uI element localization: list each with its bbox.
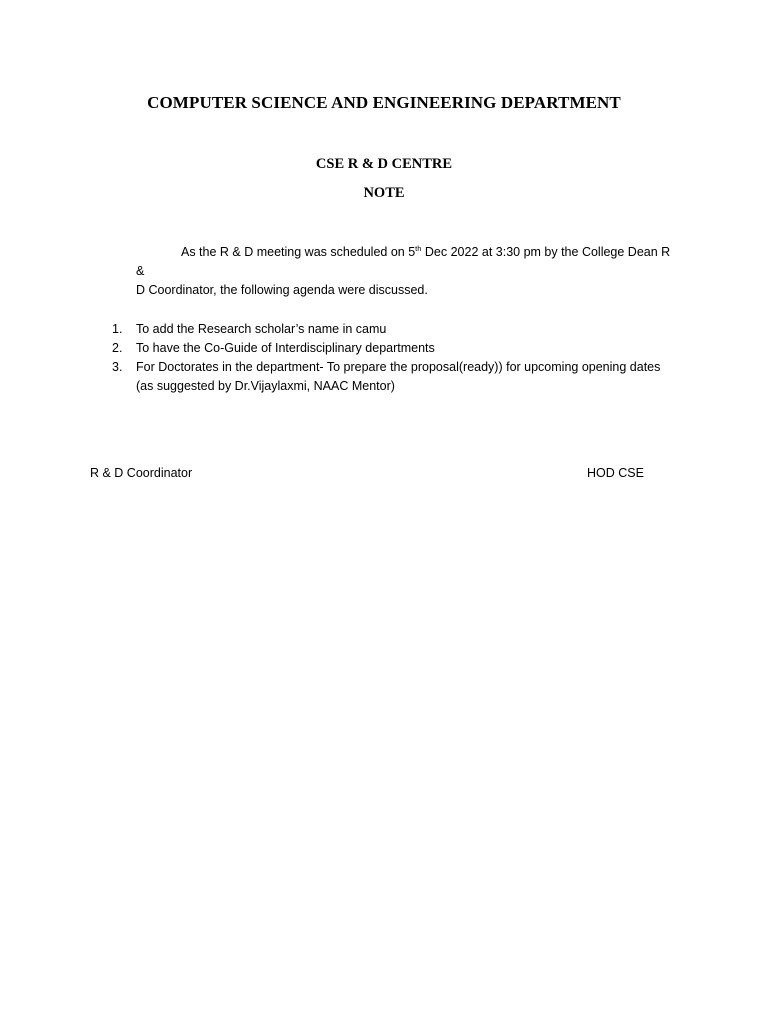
agenda-number: 2. [112, 341, 123, 355]
agenda-list [112, 320, 682, 396]
note-title: NOTE [363, 185, 405, 201]
paragraph-line-1 [136, 243, 681, 281]
agenda-line: To have the Co-Guide of Interdisciplinary departments [136, 341, 435, 355]
agenda-item [112, 320, 682, 339]
paragraph-line-2: D Coordinator, the following agenda were discussed. [136, 283, 428, 297]
meeting-paragraph [136, 243, 681, 300]
agenda-number: 1. [112, 322, 123, 336]
agenda-text [136, 358, 682, 396]
agenda-line: For Doctorates in the department- To prepare the proposal(ready)) for upcoming opening dates [136, 360, 661, 374]
agenda-number: 3. [112, 360, 123, 374]
department-title: COMPUTER SCIENCE AND ENGINEERING DEPARTMENT [147, 93, 621, 112]
agenda-text [136, 320, 682, 339]
agenda-item [112, 339, 682, 358]
agenda-text [136, 339, 682, 358]
paragraph-text-start: As the R & D meeting was scheduled on 5 [181, 245, 416, 259]
agenda-line: To add the Research scholar’s name in camu [136, 322, 387, 336]
centre-title: CSE R & D CENTRE [315, 156, 453, 172]
paragraph-text-end: Dec 2022 at 3:30 pm by the College Dean R & [136, 245, 671, 278]
signature-rd-coordinator: R & D Coordinator [90, 466, 193, 480]
agenda-line: (as suggested by Dr.Vijaylaxmi, NAAC Mentor) [136, 379, 395, 393]
ordinal-suffix: th [415, 244, 422, 253]
signature-hod: HOD CSE [587, 466, 644, 480]
agenda-item [112, 358, 682, 396]
